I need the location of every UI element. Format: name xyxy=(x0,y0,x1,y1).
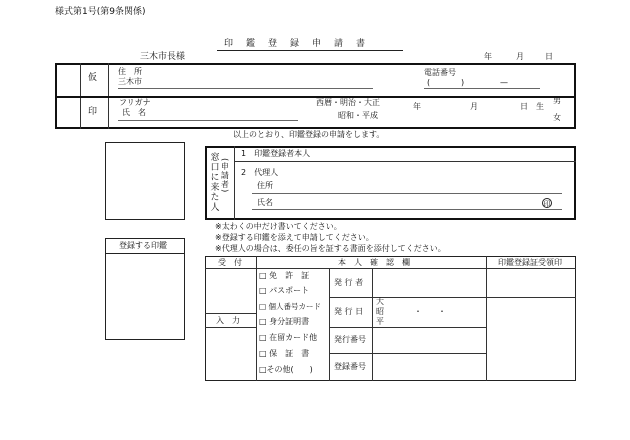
office-col-1 xyxy=(256,256,257,381)
id-doc-mynumber: □ 個人番号カード xyxy=(259,302,321,311)
id-doc-other: □その他( ) xyxy=(259,365,313,374)
issue-number-label: 発行番号 xyxy=(334,335,366,344)
eras-line2: 昭和・平成 xyxy=(338,111,378,120)
form-id: 様式第1号(第9条関係) xyxy=(55,7,146,17)
address-label: 住 所 xyxy=(118,67,142,76)
issue-era-heisei: 平 xyxy=(376,317,384,326)
id-doc-idcert: □ 身分証明書 xyxy=(259,317,310,326)
office-row-line-1 xyxy=(329,297,576,298)
col-verify: 本 人 確 認 欄 xyxy=(338,258,410,267)
id-doc-residence: □ 在留カード他 xyxy=(259,333,318,342)
office-input-bottom xyxy=(205,327,256,328)
in-label: 印 xyxy=(88,107,98,117)
phone-underline xyxy=(424,88,540,89)
date-day-label: 日 xyxy=(545,52,553,61)
agent-address-underline xyxy=(252,193,562,194)
date-month-label: 月 xyxy=(516,52,524,61)
col-receipt: 受 付 xyxy=(218,258,242,267)
office-row-line-3 xyxy=(329,353,486,354)
temp-seal-box xyxy=(105,142,185,220)
sex-male: 男 xyxy=(553,96,561,105)
office-input-top xyxy=(205,313,256,314)
addressee: 三木市長様 xyxy=(140,52,186,62)
statement: 以上のとおり、印鑑登録の申請をします。 xyxy=(233,130,385,139)
note-2: ※登録する印鑑を添えて申請してください。 xyxy=(215,233,374,242)
office-col-verify-2 xyxy=(372,268,373,381)
visitor-divider xyxy=(234,146,235,220)
date-year-label: 年 xyxy=(484,52,492,61)
phone-label: 電話番号 xyxy=(424,68,456,77)
form-title: 印 鑑 登 録 申 請 書 xyxy=(224,39,368,49)
option-self: 1 印鑑登録者本人 xyxy=(241,149,311,158)
phone-paren-open: ( xyxy=(427,78,431,87)
address-prefix: 三木市 xyxy=(118,77,142,86)
option-agent: 2 代理人 xyxy=(241,168,279,177)
input-label: 入 力 xyxy=(216,316,240,325)
office-col-2 xyxy=(486,256,487,381)
kari-label: 仮 xyxy=(88,73,98,83)
title-underline xyxy=(217,50,403,51)
issue-era-taisho: 大 xyxy=(376,297,384,306)
address-underline xyxy=(118,88,373,89)
office-row-line-2 xyxy=(329,327,486,328)
note-3: ※代理人の場合は、委任の旨を証する書面を添付してください。 xyxy=(215,244,446,253)
phone-paren-close: ) xyxy=(461,78,465,87)
office-col-verify-1 xyxy=(329,268,330,381)
birth-year-label: 年 xyxy=(413,102,421,111)
agent-name-underline xyxy=(252,209,562,210)
sex-female: 女 xyxy=(553,113,561,122)
birth-month-label: 月 xyxy=(470,102,478,111)
agent-address-label: 住所 xyxy=(257,181,273,190)
visitor-vertical-sub: (申請者) xyxy=(220,158,230,194)
issue-date-dots: ・ ・ xyxy=(414,307,446,316)
register-seal-label: 登録する印鑑 xyxy=(119,241,167,250)
birth-day-label: 日 xyxy=(520,102,528,111)
id-doc-license: □ 免 許 証 xyxy=(259,271,310,280)
birth-suffix: 生 xyxy=(536,102,544,111)
office-header-line xyxy=(205,268,576,269)
col-cert-stamp: 印鑑登録証受領印 xyxy=(498,258,562,267)
issue-era-showa: 昭 xyxy=(376,307,384,316)
name-label: 氏 名 xyxy=(122,108,146,117)
phone-dash: — xyxy=(500,78,508,87)
name-underline xyxy=(118,120,298,121)
option-divider xyxy=(234,161,576,162)
visitor-vertical-label: 窓口に来た人 xyxy=(208,152,219,212)
agent-seal-mark: 印 xyxy=(543,200,551,208)
issue-date-label: 発 行 日 xyxy=(334,307,364,316)
eras-line1: 西暦・明治・大正 xyxy=(316,98,380,107)
register-number-label: 登録番号 xyxy=(334,362,366,371)
issuer-label: 発 行 者 xyxy=(334,278,364,287)
note-1: ※太わくの中だけ書いてください。 xyxy=(215,222,342,231)
agent-name-label: 氏名 xyxy=(257,198,273,207)
id-doc-passport: □ パスポート xyxy=(259,286,310,295)
id-doc-guarantee: □ 保 証 書 xyxy=(259,349,310,358)
furigana-label: フリガナ xyxy=(119,98,151,107)
register-seal-box xyxy=(105,254,185,340)
